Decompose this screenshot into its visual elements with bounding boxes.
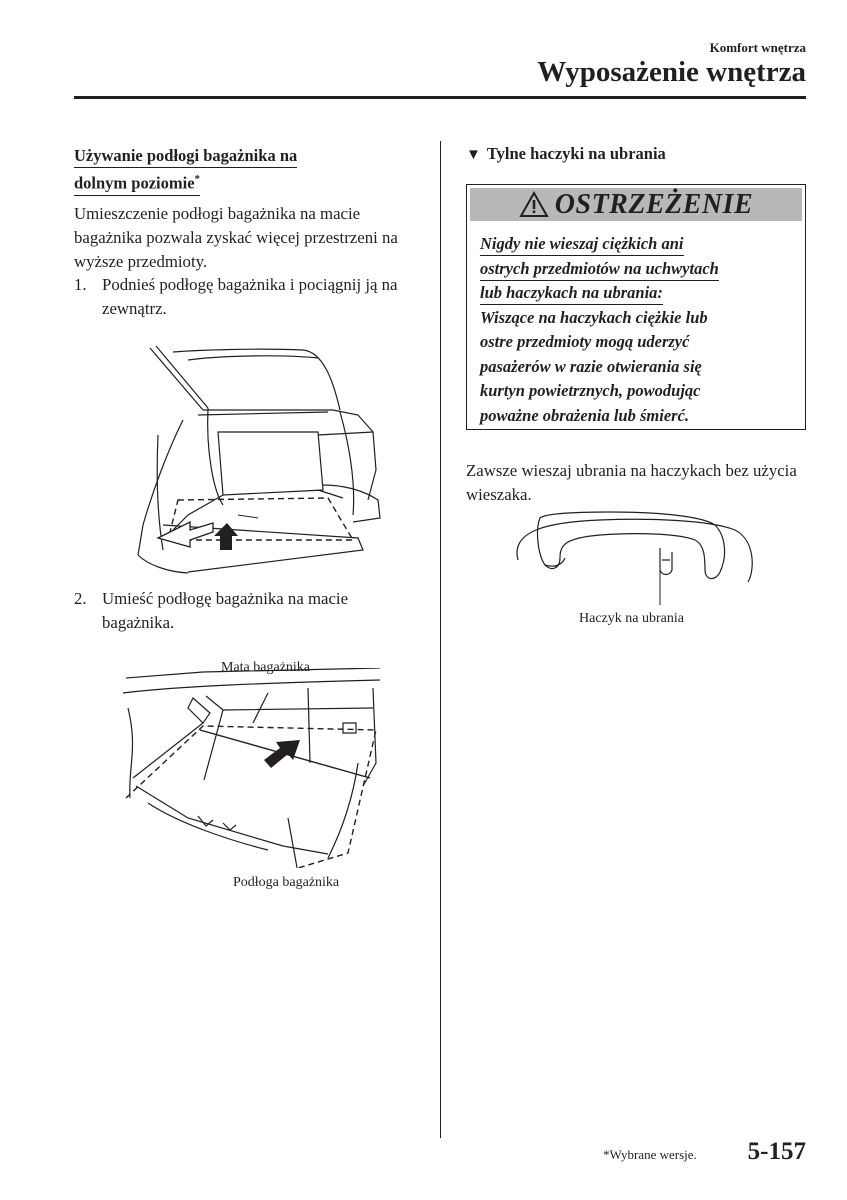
warning-line: pasażerów w razie otwierania się — [480, 356, 702, 376]
warning-line: Wiszące na haczykach ciężkie lub — [480, 307, 708, 327]
step-number: 1. — [74, 275, 87, 294]
section-title: Komfort wnętrza — [709, 40, 806, 55]
subheading-line2 — [74, 168, 200, 196]
intro-paragraph: Umieszczenie podłogi bagażnika na macie bagażnika pozwala zyskać więcej przestrzeni na wyższe przedmioty. — [74, 204, 398, 271]
warning-line: lub haczykach na ubrania: — [480, 282, 663, 305]
warning-line: ostrych przedmiotów na uchwytach — [480, 258, 719, 281]
hooks-paragraph: Zawsze wieszaj ubrania na haczykach bez użycia wieszaka. — [466, 461, 797, 504]
label-trunk-mat: Mata bagażnika — [221, 660, 311, 675]
step-text: Podnieś podłogę bagażnika i pociągnij ją na zewnątrz. — [102, 275, 398, 318]
subheading-line2-text: dolnym poziomie — [74, 173, 195, 193]
label-coat-hook: Haczyk na ubrania — [579, 611, 684, 626]
hooks-heading-text: Tylne haczyki na ubrania — [486, 144, 666, 163]
hooks-heading — [466, 144, 666, 164]
page-number: 5-157 — [747, 1138, 806, 1165]
warning-line: kurtyn powietrznych, powodując — [480, 381, 701, 400]
footnote: *Wybrane wersje. — [603, 1147, 697, 1162]
trunk-floor-illustration — [118, 668, 388, 868]
warning-header — [470, 188, 802, 221]
trunk-open-illustration — [128, 340, 390, 575]
page-title: Wyposażenie wnętrza — [537, 56, 806, 88]
warning-triangle-icon — [519, 191, 549, 218]
step-1 — [74, 273, 424, 321]
heading-marker: ▼ — [466, 147, 481, 163]
optional-marker: * — [194, 173, 201, 185]
warning-box — [466, 184, 806, 430]
warning-text — [480, 232, 800, 428]
warning-line: ostre przedmioty mogą uderzyć — [480, 332, 690, 351]
warning-line: Nigdy nie wieszaj ciężkich ani — [480, 233, 684, 256]
warning-title: OSTRZEŻENIE — [554, 188, 754, 220]
header-rule — [74, 96, 806, 99]
step-number: 2. — [74, 589, 87, 608]
subheading-line1: Używanie podłogi bagażnika na — [74, 144, 297, 168]
column-divider — [440, 141, 441, 1138]
step-text: Umieść podłogę bagażnika na macie bagażnika. — [102, 589, 349, 632]
step-2 — [74, 587, 424, 635]
subheading — [74, 144, 297, 196]
coat-hook-illustration — [510, 510, 760, 610]
warning-line: poważne obrażenia lub śmierć. — [480, 405, 690, 425]
label-trunk-floor: Podłoga bagażnika — [233, 875, 340, 890]
